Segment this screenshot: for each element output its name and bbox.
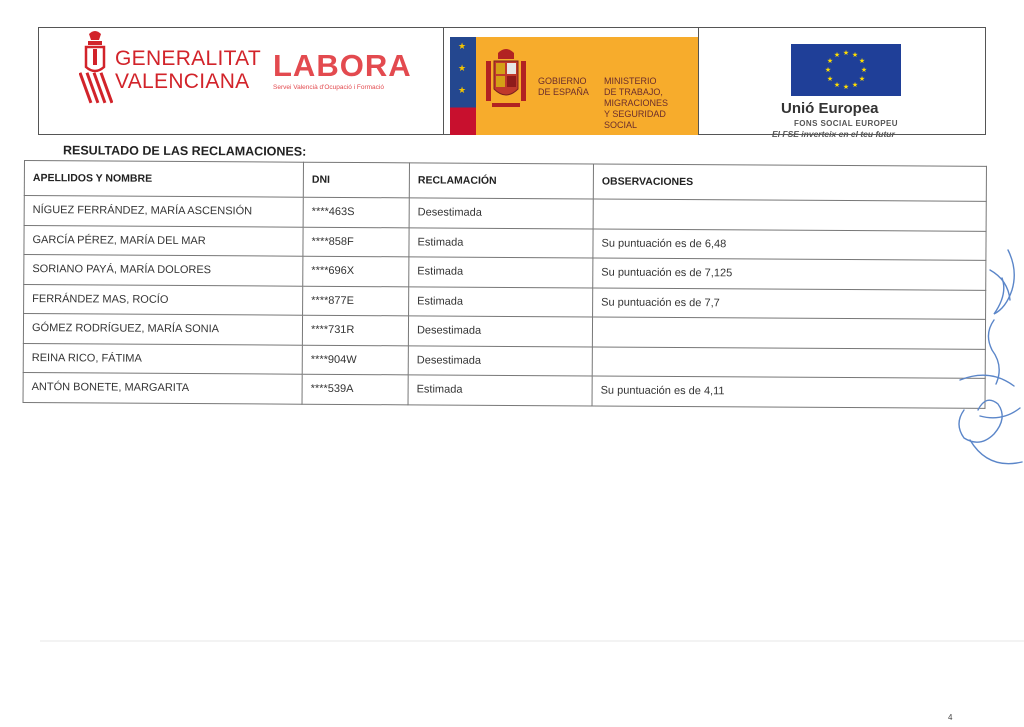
column-header-observaciones: OBSERVACIONES — [593, 164, 986, 201]
cell-reclamacion: Desestimada — [408, 345, 592, 376]
cell-name: REINA RICO, FÁTIMA — [23, 343, 302, 374]
svg-text:★: ★ — [860, 66, 868, 74]
eu-title: Unió Europea — [781, 100, 879, 117]
svg-text:★: ★ — [842, 49, 850, 57]
labora-logo-subtitle: Servei Valencià d'Ocupació i Formació — [273, 84, 384, 91]
cell-reclamacion: Desestimada — [408, 316, 592, 347]
svg-text:★: ★ — [851, 51, 859, 59]
eu-flag-icon — [791, 44, 901, 96]
results-table-wrapper — [23, 160, 986, 408]
labora-logo — [273, 50, 412, 91]
cell-reclamacion: Estimada — [409, 286, 593, 317]
spain-coat-of-arms-icon — [484, 47, 528, 117]
column-header-reclamacion: RECLAMACIÓN — [409, 163, 593, 199]
cell-observaciones: Su puntuación es de 4,11 — [592, 376, 985, 408]
generalitat-logo-text: GENERALITAT VALENCIANA — [115, 47, 262, 93]
cell-dni: ****463S — [303, 197, 409, 227]
cell-dni: ****696X — [303, 256, 409, 286]
gobierno-espana-text: GOBIERNO DE ESPAÑA — [538, 76, 589, 97]
footer-divider — [40, 640, 1024, 642]
cell-observaciones — [592, 317, 985, 349]
cell-reclamacion: Estimada — [409, 227, 593, 258]
svg-text:★: ★ — [858, 57, 866, 65]
gobierno-espana-logo — [444, 28, 699, 134]
cell-observaciones: Su puntuación es de 7,7 — [593, 287, 986, 319]
page-number: 4 — [948, 713, 953, 722]
table-row — [23, 372, 985, 407]
labora-logo-title: LABORA — [273, 48, 412, 83]
cell-reclamacion: Desestimada — [409, 198, 593, 229]
cell-dni: ****731R — [302, 315, 408, 345]
cell-observaciones: Su puntuación es de 7,125 — [593, 258, 986, 290]
union-europea-logo — [699, 28, 985, 139]
cell-name: FERRÁNDEZ MAS, ROCÍO — [24, 284, 303, 315]
svg-text:★: ★ — [826, 57, 834, 65]
svg-text:★: ★ — [826, 75, 834, 83]
cell-name: ANTÓN BONETE, MARGARITA — [23, 372, 302, 403]
star-icon: ★ — [458, 41, 467, 51]
handwritten-signature-icon — [950, 240, 1024, 480]
svg-text:★: ★ — [858, 75, 866, 83]
eu-stars-icon — [791, 44, 901, 96]
star-icon: ★ — [458, 85, 467, 95]
table-header-row — [24, 161, 986, 202]
cell-dni: ****539A — [302, 374, 408, 404]
section-title: RESULTADO DE LAS RECLAMACIONES: — [62, 143, 307, 159]
generalitat-labora-logos — [39, 28, 444, 134]
gobierno-panel — [476, 37, 698, 135]
cell-observaciones — [592, 346, 985, 378]
cell-observaciones: Su puntuación es de 6,48 — [593, 228, 986, 260]
column-header-name: APELLIDOS Y NOMBRE — [24, 161, 303, 198]
cell-reclamacion: Estimada — [408, 375, 592, 406]
results-table — [23, 160, 987, 408]
spain-flag-strip — [450, 37, 476, 135]
cell-name: GÓMEZ RODRÍGUEZ, MARÍA SONIA — [23, 314, 302, 345]
logo-header — [38, 27, 986, 139]
svg-text:★: ★ — [833, 51, 841, 59]
eu-motto: El FSE inverteix en el teu futur — [772, 129, 895, 139]
cell-name: GARCÍA PÉREZ, MARÍA DEL MAR — [24, 225, 303, 256]
cell-name: NÍGUEZ FERRÁNDEZ, MARÍA ASCENSIÓN — [24, 196, 303, 227]
svg-text:★: ★ — [851, 81, 859, 89]
cell-reclamacion: Estimada — [409, 257, 593, 288]
cell-dni: ****877E — [303, 286, 409, 316]
svg-text:★: ★ — [824, 66, 832, 74]
svg-text:★: ★ — [833, 81, 841, 89]
cell-name: SORIANO PAYÁ, MARÍA DOLORES — [24, 255, 303, 286]
cell-dni: ****858F — [303, 227, 409, 257]
cell-dni: ****904W — [302, 345, 408, 375]
ministerio-text: MINISTERIO DE TRABAJO, MIGRACIONES Y SEGURIDAD SOCIAL — [604, 76, 669, 130]
generalitat-emblem-icon — [79, 28, 113, 112]
star-icon: ★ — [458, 63, 467, 73]
eu-subtitle: FONS SOCIAL EUROPEU — [794, 119, 898, 128]
cell-observaciones — [593, 199, 986, 231]
column-header-dni: DNI — [303, 162, 409, 198]
svg-text:★: ★ — [842, 83, 850, 91]
